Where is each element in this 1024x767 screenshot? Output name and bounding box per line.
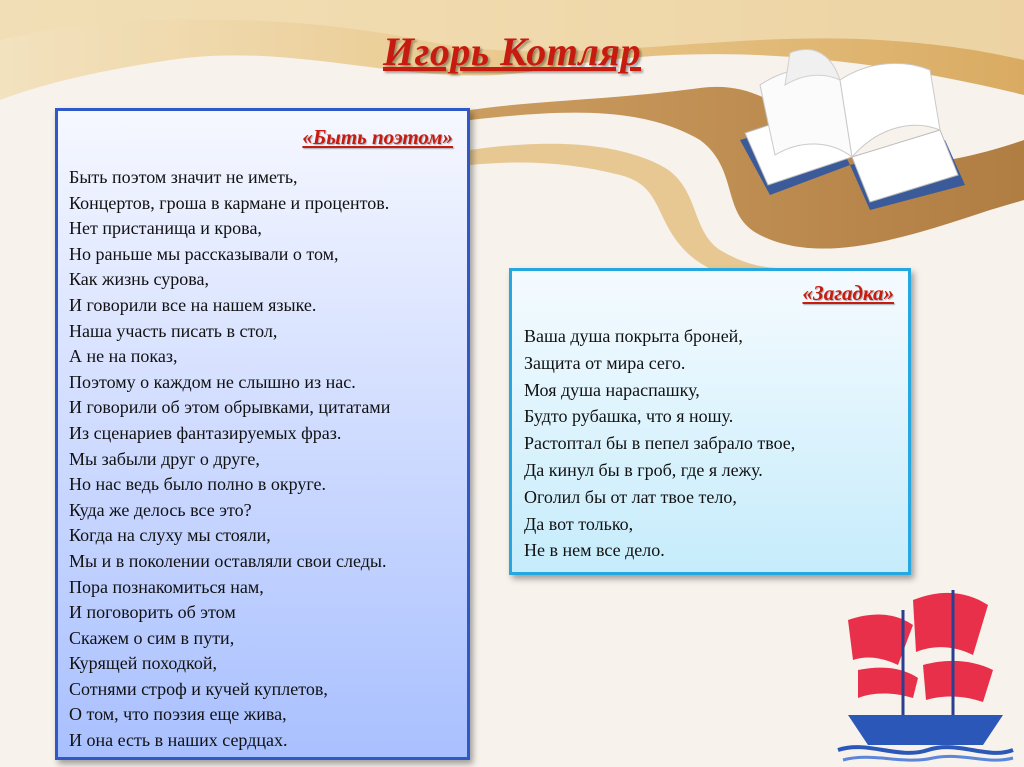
poem-line: Мы и в поколении оставляли свои следы. (69, 550, 387, 571)
page-title: Игорь Котляр (382, 29, 641, 74)
poem-line: Нет пристанища и крова, (69, 218, 262, 239)
poem-line: О том, что поэзия еще жива, (69, 704, 287, 725)
poem-line: Но нас ведь было полно в округе. (69, 474, 327, 495)
poem-title: «Загадка» (802, 281, 894, 305)
poem-line: Да вот только, (524, 513, 634, 534)
poem-title: «Быть поэтом» (302, 125, 453, 149)
poem-line: И говорили все на нашем языке. (69, 294, 317, 315)
poem-line: Моя душа нараспашку, (524, 379, 700, 400)
poem-card-zagadka (509, 268, 911, 575)
poem-line: Куда же делось все это? (69, 499, 252, 520)
poem-line: Оголил бы от лат твое тело, (524, 486, 737, 507)
poem-lines (69, 165, 467, 754)
poem-line: И она есть в наших сердцах. (69, 730, 288, 751)
poem-line: Пора познакомиться нам, (69, 576, 264, 597)
poem-card-byt-poetom (55, 108, 470, 760)
poem-line: Курящей походкой, (69, 653, 218, 674)
poem-line: И поговорить об этом (69, 602, 236, 623)
poem-line: Как жизнь сурова, (69, 269, 210, 290)
poem-line: Защита от мира сего. (524, 352, 686, 373)
poem-line: Из сценариев фантазируемых фраз. (69, 422, 342, 443)
sailing-ship-icon (828, 580, 1018, 765)
poem-line: Сотнями строф и кучей куплетов, (69, 678, 328, 699)
poem-line: Поэтому о каждом не слышно из нас. (69, 371, 356, 392)
poem-line: Наша участь писать в стол, (69, 320, 278, 341)
poem-line: Будто рубашка, что я ношу. (524, 406, 734, 427)
poem-line: Да кинул бы в гроб, где я лежу. (524, 459, 763, 480)
poem-line: Концертов, гроша в кармане и процентов. (69, 192, 390, 213)
poem-line: Но раньше мы рассказывали о том, (69, 243, 339, 264)
poem-line: Ваша душа покрыта броней, (524, 326, 743, 346)
poem-line: И говорили об этом обрывками, цитатами (69, 397, 391, 418)
poem-line: Мы забыли друг о друге, (69, 448, 260, 469)
poem-line: Скажем о сим в пути, (69, 627, 235, 648)
poem-line: А не на показ, (69, 346, 178, 367)
poem-line: Растоптал бы в пепел забрало твое, (524, 433, 796, 454)
poem-lines (524, 323, 908, 564)
poem-line: Быть поэтом значит не иметь, (69, 167, 298, 187)
poem-line: Когда на слуху мы стояли, (69, 525, 271, 546)
poem-line: Не в нем все дело. (524, 540, 665, 561)
